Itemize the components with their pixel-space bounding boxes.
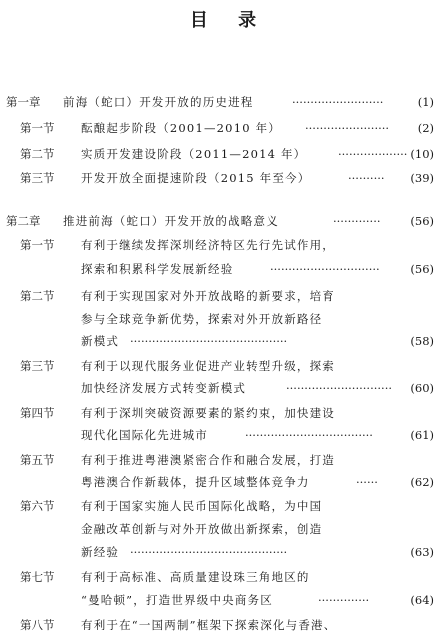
page-title: 目 录 — [189, 10, 269, 31]
toc-page-number: (2) — [417, 121, 434, 135]
toc-number: 第三节 — [20, 359, 55, 373]
toc-title: 有利于深圳突破资源要素的紧约束，加快建设 — [81, 406, 335, 420]
toc-title-continued: 新经验 — [81, 545, 120, 559]
toc-title: 酝酿起步阶段（2001—2010 年） — [81, 121, 281, 135]
toc-page-number: (39) — [410, 171, 434, 185]
toc-title: 有利于继续发挥深圳经济特区先行先试作用， — [81, 238, 335, 252]
toc-title: 有利于推进粤港澳紧密合作和融合发展，打造 — [81, 453, 335, 467]
toc-title-continued: “曼哈顿”，打造世界级中央商务区 — [81, 593, 273, 607]
toc-entry-section-2-3-cont[interactable] — [0, 377, 446, 399]
toc-leader: ··················· — [338, 147, 408, 161]
toc-entry-section-2-8[interactable] — [0, 614, 446, 636]
toc-entry-section-2-1[interactable] — [0, 234, 446, 256]
toc-entry-section-1-1[interactable] — [0, 117, 446, 139]
toc-title-continued: 探索和积累科学发展新经验 — [81, 262, 234, 276]
toc-leader: ··································· — [245, 428, 373, 442]
toc-entry-chapter-1[interactable] — [0, 91, 446, 113]
toc-page-number: (56) — [410, 214, 434, 228]
toc-number: 第一节 — [20, 121, 55, 135]
toc-entry-section-2-7-cont[interactable] — [0, 589, 446, 611]
toc-title: 有利于高标准、高质量建设珠三角地区的 — [81, 570, 310, 584]
toc-leader: ······················· — [305, 121, 390, 135]
toc-entry-chapter-2[interactable] — [0, 210, 446, 232]
toc-leader: ······························ — [270, 262, 380, 276]
toc-number: 第一章 — [6, 95, 41, 109]
toc-entry-section-2-6-cont[interactable] — [0, 518, 446, 540]
toc-entry-section-2-4[interactable] — [0, 402, 446, 424]
toc-entry-section-2-4-cont[interactable] — [0, 424, 446, 446]
toc-page-number: (62) — [410, 475, 434, 489]
toc-number: 第四节 — [20, 406, 55, 420]
toc-leader: ············· — [333, 214, 381, 228]
toc-title-continued: 粤港澳合作新载体，提升区域整体竞争力 — [81, 475, 310, 489]
toc-title: 有利于实现国家对外开放战略的新要求，培育 — [81, 289, 335, 303]
toc-title-continued: 金融改革创新与对外开放做出新探索，创造 — [81, 522, 323, 536]
toc-number: 第二节 — [20, 289, 55, 303]
toc-page-number: (61) — [410, 428, 434, 442]
toc-leader: ····························· — [286, 381, 393, 395]
toc-entry-section-2-2-cont[interactable] — [0, 308, 446, 330]
toc-entry-section-2-2-cont2[interactable] — [0, 330, 446, 352]
toc-leader: ··········································· — [130, 334, 288, 348]
toc-title-continued: 现代化国际化先进城市 — [81, 428, 208, 442]
toc-title: 实质开发建设阶段（2011—2014 年） — [81, 147, 307, 161]
toc-title: 有利于国家实施人民币国际化战略，为中国 — [81, 499, 323, 513]
toc-leader: ······ — [356, 475, 378, 489]
toc-page-number: (10) — [410, 147, 434, 161]
toc-entry-section-2-7[interactable] — [0, 566, 446, 588]
toc-page-number: (56) — [410, 262, 434, 276]
toc-title-continued: 加快经济发展方式转变新模式 — [81, 381, 247, 395]
toc-entry-section-2-5-cont[interactable] — [0, 471, 446, 493]
toc-number: 第一节 — [20, 238, 55, 252]
toc-number: 第六节 — [20, 499, 55, 513]
toc-page-number: (64) — [410, 593, 434, 607]
toc-number: 第七节 — [20, 570, 55, 584]
toc-leader: ························· — [292, 95, 384, 109]
toc-number: 第五节 — [20, 453, 55, 467]
toc-leader: ·············· — [318, 593, 370, 607]
toc-entry-section-2-6[interactable] — [0, 495, 446, 517]
toc-number: 第三节 — [20, 171, 55, 185]
toc-title: 开发开放全面提速阶段（2015 年至今） — [81, 171, 311, 185]
toc-page-number: (60) — [410, 381, 434, 395]
toc-title: 推进前海（蛇口）开发开放的战略意义 — [63, 214, 279, 228]
toc-entry-section-1-2[interactable] — [0, 143, 446, 165]
toc-page-number: (58) — [410, 334, 434, 348]
toc-page-number: (63) — [410, 545, 434, 559]
toc-leader: ·········· — [348, 171, 385, 185]
toc-entry-section-2-1-cont[interactable] — [0, 258, 446, 280]
toc-title-continued: 新模式 — [81, 334, 120, 348]
toc-entry-section-1-3[interactable] — [0, 167, 446, 189]
toc-title: 前海（蛇口）开发开放的历史进程 — [63, 95, 254, 109]
toc-entry-section-2-2[interactable] — [0, 285, 446, 307]
toc-title: 有利于以现代服务业促进产业转型升级，探索 — [81, 359, 335, 373]
toc-number: 第八节 — [20, 618, 55, 632]
toc-leader: ··········································· — [130, 545, 288, 559]
toc-entry-section-2-5[interactable] — [0, 449, 446, 471]
toc-entry-section-2-6-cont2[interactable] — [0, 541, 446, 563]
toc-title: 有利于在“一国两制”框架下探索深化与香港、 — [81, 618, 337, 632]
toc-entry-section-2-3[interactable] — [0, 355, 446, 377]
toc-title-continued: 参与全球竞争新优势，探索对外开放新路径 — [81, 312, 323, 326]
toc-number: 第二节 — [20, 147, 55, 161]
toc-page-number: (1) — [417, 95, 434, 109]
toc-number: 第二章 — [6, 214, 41, 228]
